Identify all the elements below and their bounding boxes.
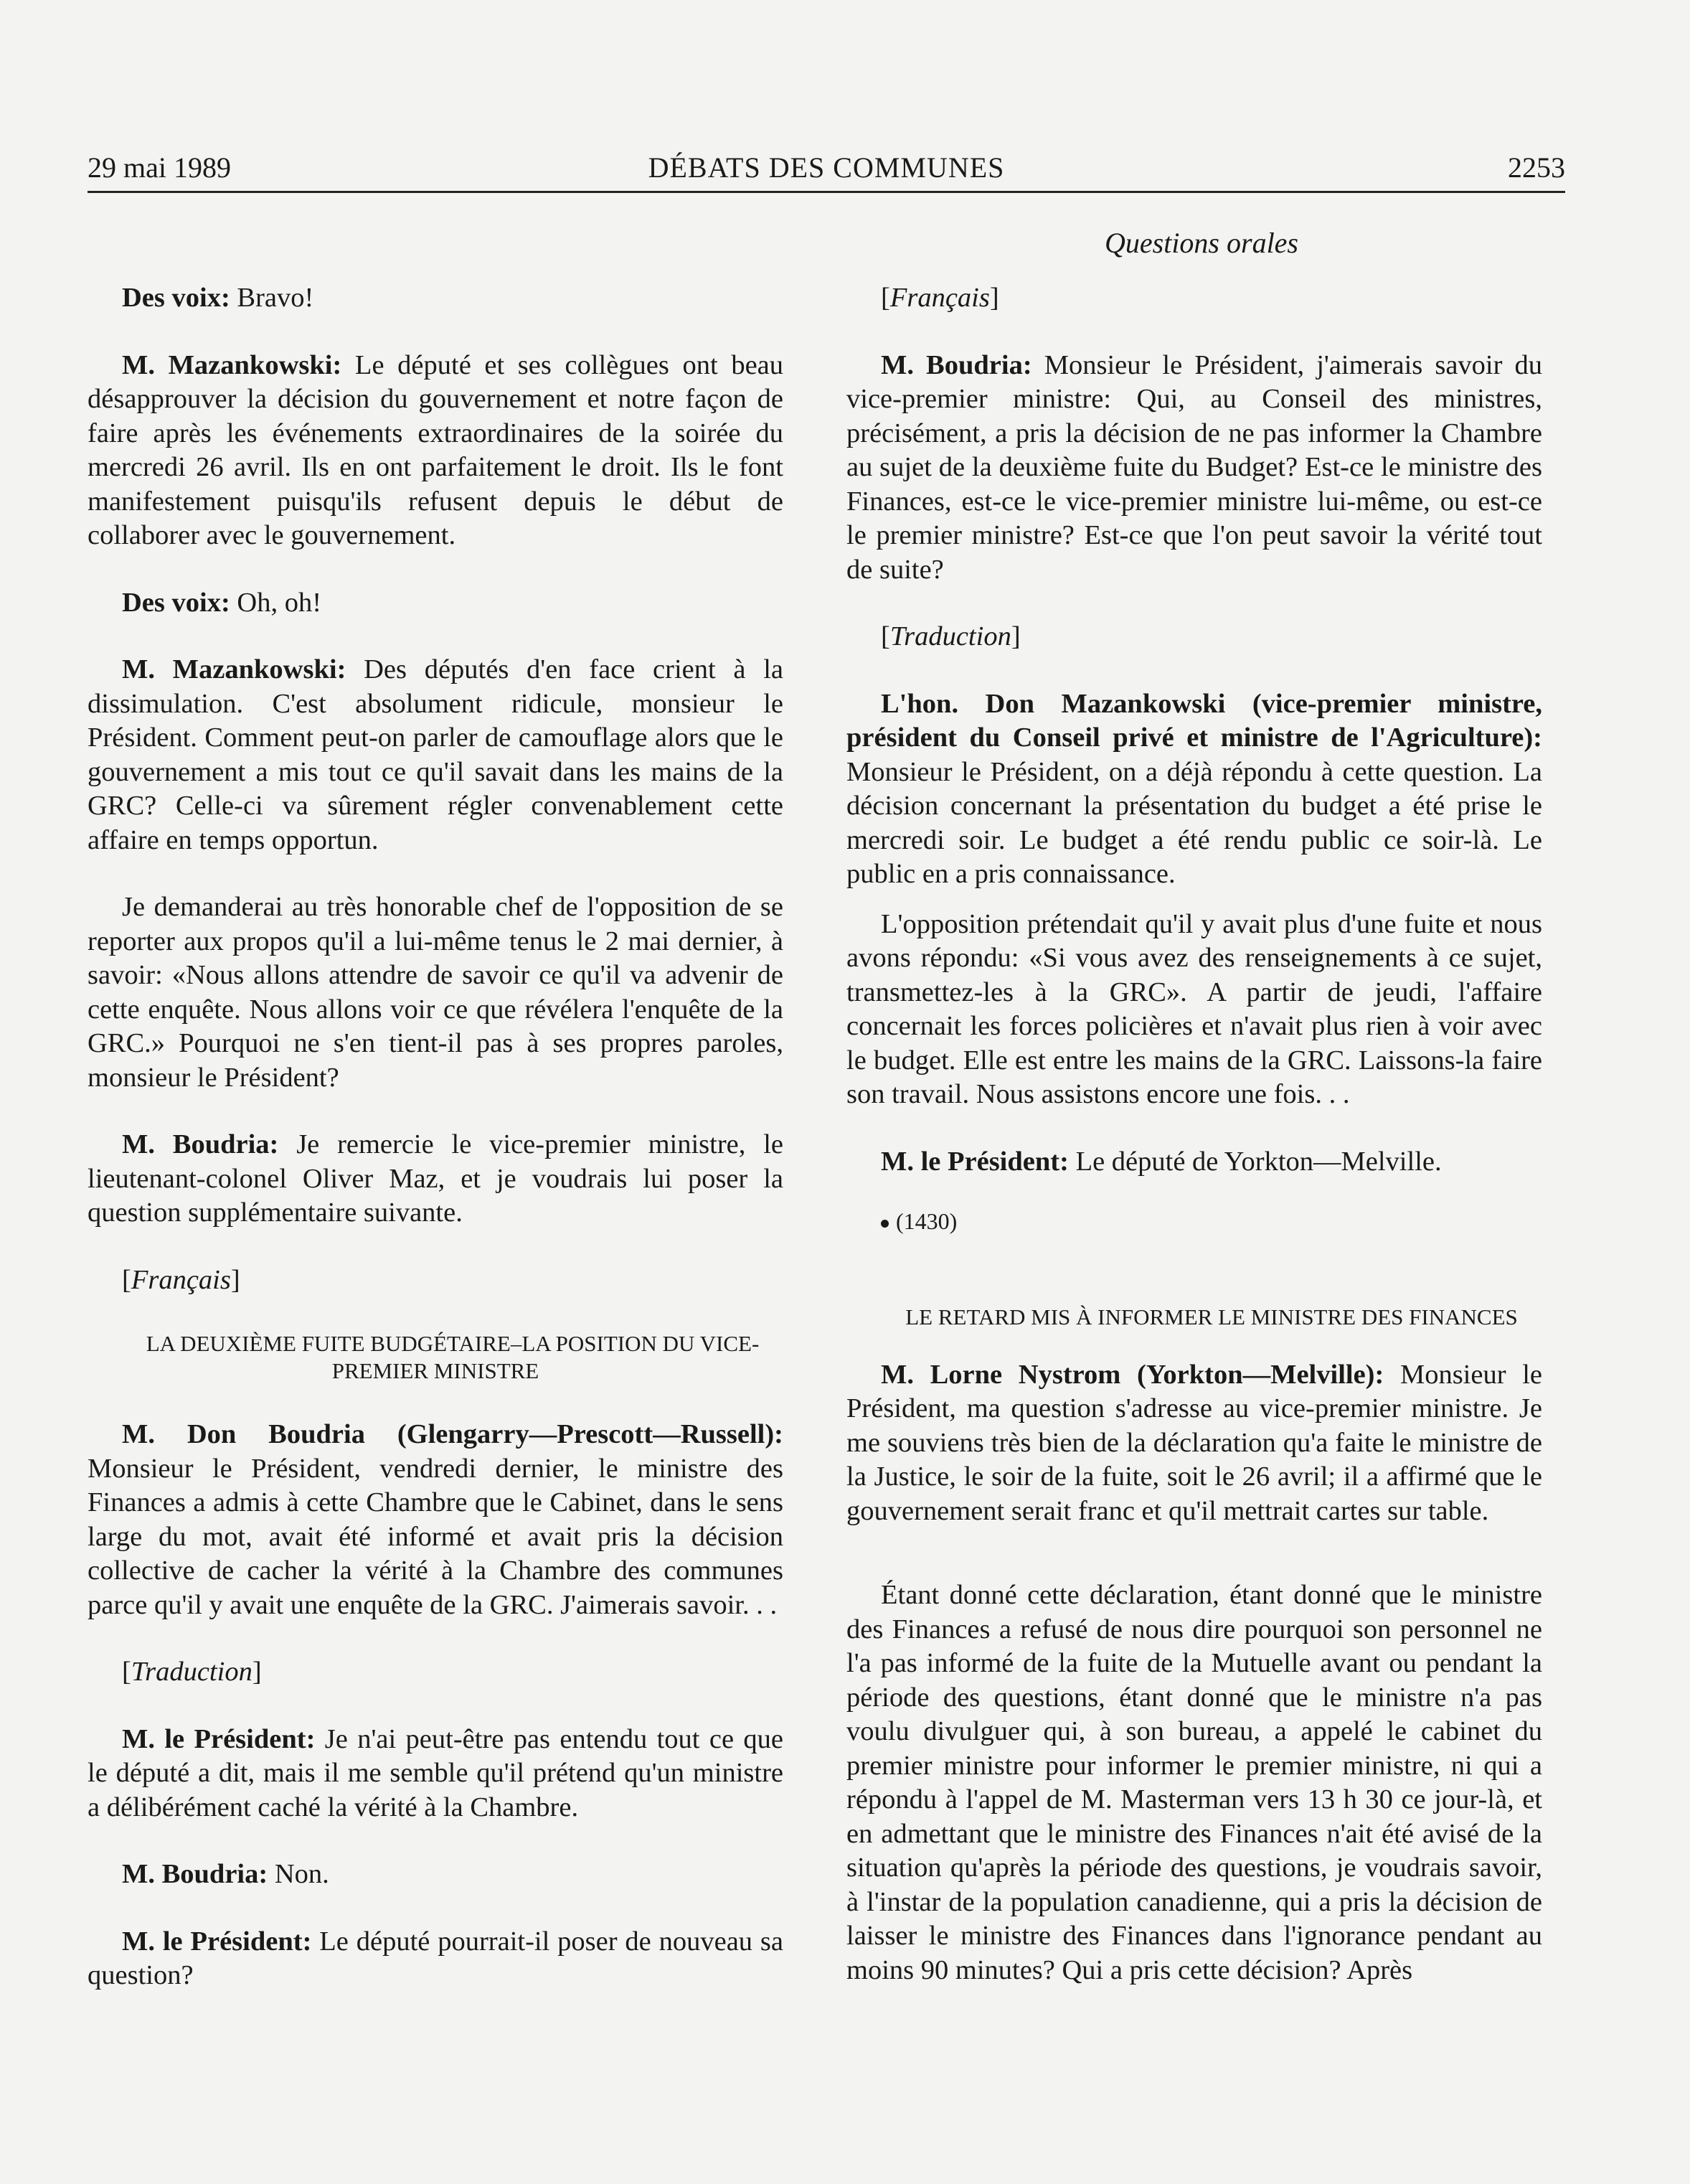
section-heading: LE RETARD MIS À INFORMER LE MINISTRE DES FINANCES xyxy=(905,1304,1518,1329)
speaker-name: Des voix: xyxy=(122,283,230,313)
paragraph xyxy=(88,1418,783,1622)
paragraph xyxy=(88,281,783,316)
paragraph xyxy=(88,586,783,621)
paragraph xyxy=(846,908,1542,1112)
language-marker-text: Traduction xyxy=(889,621,1011,651)
speaker-name: M. le Président: xyxy=(881,1146,1069,1177)
language-marker: [Français] xyxy=(122,1264,240,1295)
time-marker xyxy=(846,1205,1542,1239)
section-heading: LA DEUXIÈME FUITE BUDGÉTAIRE–LA POSITION DU VICE-PREMIER MINISTRE xyxy=(146,1331,760,1383)
speaker-name: M. Lorne Nystrom (Yorkton—Melville): xyxy=(881,1359,1384,1390)
header-title: DÉBATS DES COMMUNES xyxy=(648,151,1005,184)
language-marker-text: Français xyxy=(131,1264,231,1295)
speech-text: Monsieur le Président, on a déjà répondu à cette question. La décision concernant la présentation du budget a été prise le mercredi soir. Le budget a été rendu public ce soir-là. Le public en a pris connaissance. xyxy=(846,756,1542,889)
speech-text: Monsieur le Président, ma question s'adresse au vice-premier ministre. Je me souviens très bien de la déclaration qu'a faite le ministre de la Justice, le soir de la fuite, soit le 26 avril; il a affirmé que le gouvernement serait franc et qu'il mettrait cartes sur table. xyxy=(846,1359,1542,1526)
paragraph xyxy=(88,1723,783,1825)
section-label: Questions orales xyxy=(1105,227,1298,259)
speaker-name: Des voix: xyxy=(122,587,230,618)
paragraph xyxy=(88,349,783,553)
paragraph xyxy=(88,1925,783,1993)
speech-text: Le député de Yorkton—Melville. xyxy=(1068,1146,1442,1177)
paragraph xyxy=(88,1128,783,1230)
speaker-name: M. Don Boudria (Glengarry—Prescott—Russell): xyxy=(122,1419,783,1449)
speech-text: Non. xyxy=(268,1859,329,1889)
language-marker: [Traduction] xyxy=(881,621,1021,651)
speech-text: Le député pourrait-il poser de nouveau sa question? xyxy=(88,1926,783,1990)
speech-text: Bravo! xyxy=(230,283,314,313)
time-marker-text: (1430) xyxy=(896,1208,958,1234)
speech-text: Étant donné cette déclaration, étant donné que le ministre des Finances a refusé de nous dire pourquoi son personnel ne l'a pas informé de la fuite de la Mutuelle avant ou pendant la période des questions, étant donné que le ministre n'a pas voulu divulguer qui, à son bureau, a appelé le cabinet du premier ministre pour informer le premier ministre, ni qui a répondu à l'appel de M. Masterman vers 13 h 30 ce jour-là, et en admettant que le ministre des Finances n'ait été avisé de la situation qu'après la période des questions, je voudrais savoir, à l'instar de la population canadienne, qui a pris la décision de laisser le ministre des Finances dans l'ignorance pendant au moins 90 minutes? Qui a pris cette décision? Après xyxy=(846,1580,1542,1985)
speaker-name: M. Boudria: xyxy=(122,1129,279,1159)
speech-text: L'opposition prétendait qu'il y avait plus d'une fuite et nous avons répondu: «Si vous avez des renseignements à ce sujet, transmettez-les à la GRC». A partir de jeudi, l'affaire concernait les forces policières et n'avait plus rien à voir avec le budget. Elle est entre les mains de la GRC. Laissons-la faire son travail. Nous assistons encore une fois. . . xyxy=(846,908,1542,1109)
speaker-name: M. le Président: xyxy=(122,1723,316,1754)
speaker-name: M. Boudria: xyxy=(881,349,1032,380)
bullet-icon xyxy=(881,1220,889,1228)
paragraph xyxy=(846,1145,1542,1180)
speaker-name: L'hon. Don Mazankowski (vice-premier ministre, président du Conseil privé et ministre de l'Agriculture): xyxy=(846,688,1542,753)
paragraph xyxy=(846,1358,1542,1529)
language-marker-text: Traduction xyxy=(131,1657,252,1687)
paragraph xyxy=(88,653,783,857)
page-header xyxy=(88,151,1565,193)
speaker-name: M. Mazankowski: xyxy=(122,349,342,380)
paragraph xyxy=(846,349,1542,588)
speech-text: Monsieur le Président, j'aimerais savoir du vice-premier ministre: Qui, au Conseil des ministres, précisément, a pris la décision de ne pas informer la Chambre au sujet de la deuxième fuite du Budget? Est-ce le ministre des Finances, est-ce le vice-premier ministre lui-même, ou est-ce le premier ministre? Est-ce que l'on peut savoir la vérité tout de suite? xyxy=(846,349,1542,585)
speech-text: Le député et ses collègues ont beau désapprouver la décision du gouvernement et notre façon de faire après les événements extraordinaires de la soirée du mercredi 26 avril. Ils en ont parfaitement le droit. Ils le font manifestement puisqu'ils refusent depuis le début de collaborer avec le gouvernement. xyxy=(88,349,783,550)
paragraph xyxy=(88,890,783,1095)
speech-text: Des députés d'en face crient à la dissimulation. C'est absolument ridicule, monsieur le Président. Comment peut-on parler de camouflage alors que le gouvernement a mis tout ce qu'il savait dans les mains de la GRC? Celle-ci va sûrement régler convenablement cette affaire en temps opportun. xyxy=(88,654,783,855)
language-marker: [Traduction] xyxy=(122,1657,262,1687)
paragraph xyxy=(88,1858,783,1892)
header-date: 29 mai 1989 xyxy=(88,151,231,184)
paragraph xyxy=(846,687,1542,892)
paragraph xyxy=(846,1578,1542,1987)
speaker-name: M. Mazankowski: xyxy=(122,654,346,684)
speech-text: Je remercie le vice-premier ministre, le lieutenant-colonel Oliver Maz, et je voudrais lui poser la question supplémentaire suivante. xyxy=(88,1129,783,1228)
language-marker: [Français] xyxy=(881,283,999,313)
speech-text: Oh, oh! xyxy=(230,587,322,618)
speaker-name: M. le Président: xyxy=(122,1926,312,1957)
speech-text: Je demanderai au très honorable chef de l'opposition de se reporter aux propos qu'il a lui-même tenus le 2 mai dernier, à savoir: «Nous allons attendre de savoir ce qu'il va advenir de cette enquête. Nous allons voir ce que révélera l'enquête de la GRC.» Pourquoi ne s'en tient-il pas à ses propres paroles, monsieur le Président? xyxy=(88,892,783,1093)
left-column xyxy=(88,271,783,1993)
speech-text: Monsieur le Président, vendredi dernier, le ministre des Finances a admis à cette Chambre que le Cabinet, dans le sens large du mot, avait été informé et avait pris la décision collective de cacher la vérité à la Chambre des communes parce qu'il y avait une enquête de la GRC. J'aimerais savoir. . . xyxy=(88,1453,783,1620)
header-page-number: 2253 xyxy=(1508,151,1565,184)
right-column xyxy=(846,271,1542,1987)
speaker-name: M. Boudria: xyxy=(122,1859,268,1889)
language-marker-text: Français xyxy=(889,283,990,313)
speech-text: Je n'ai peut-être pas entendu tout ce que le député a dit, mais il me semble qu'il prétend qu'un ministre a délibérément caché la vérité à la Chambre. xyxy=(88,1723,783,1822)
